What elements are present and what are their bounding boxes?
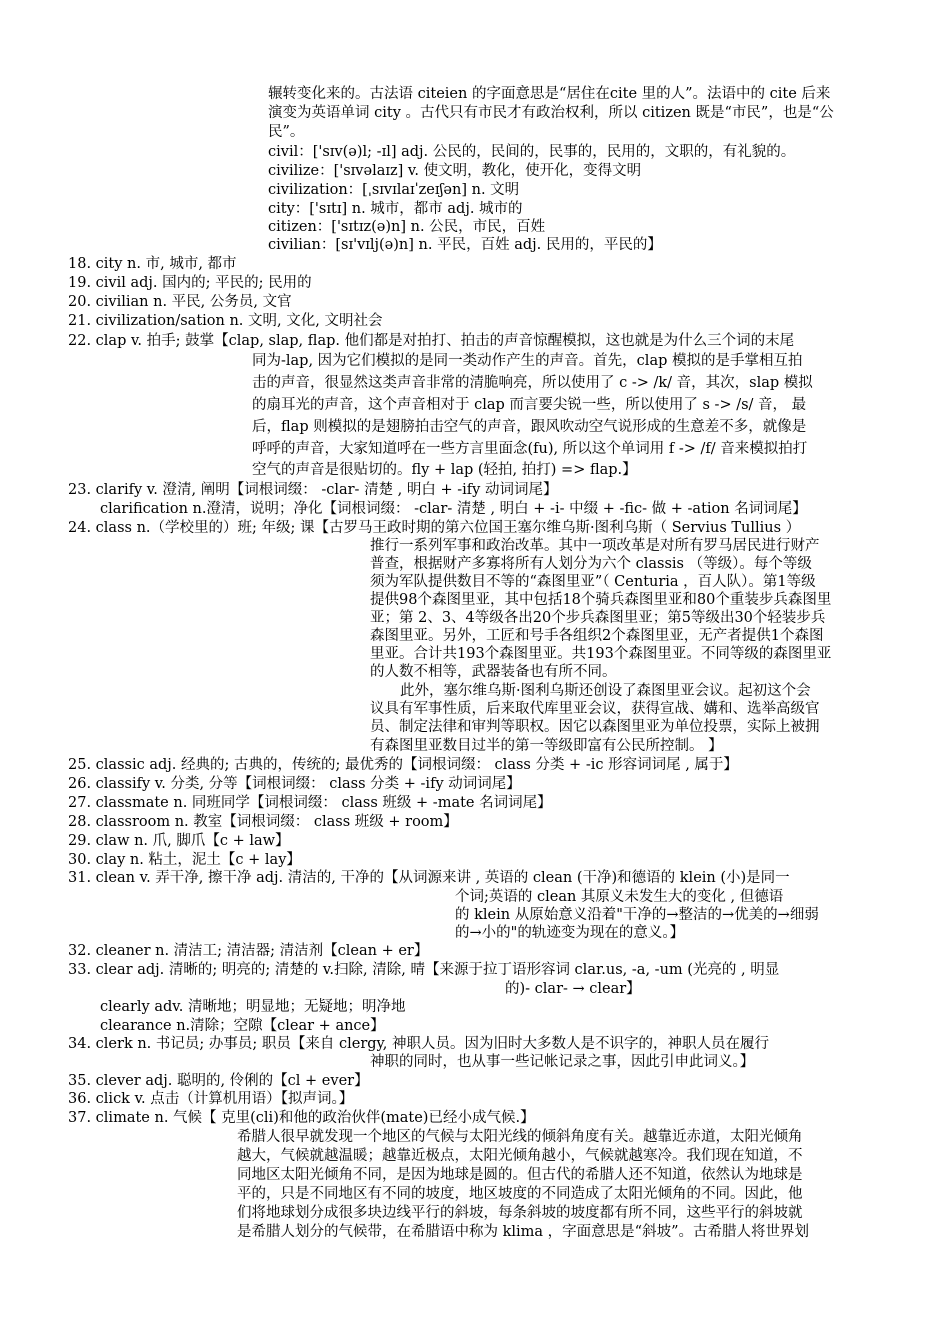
- text-line: 普查，根据财产多寡将所有人划分为六个 classis （等级）。每个等级: [370, 556, 812, 572]
- text-line: 越大，气候就越温暖；越靠近极点，太阳光倾角越小，气候就越寒冷。我们现在知道，不: [237, 1148, 803, 1164]
- text-line: 民”。: [268, 124, 305, 140]
- text-line: 25. classic adj. 经典的; 古典的，传统的; 最优秀的【词根词缀： class 分类 + -ic 形容词词尾 , 属于】: [68, 757, 738, 773]
- text-line: 37. climate n. 气候【 克里(cli)和他的政治伙伴(mate)已经小成气候.】: [68, 1110, 535, 1126]
- text-line: 神职的同时，也从事一些记帐记录之事，因此引申此词义。】: [370, 1054, 755, 1070]
- text-line: 30. clay n. 粘土，泥土【c + lay】: [68, 852, 301, 868]
- text-line: 希腊人很早就发现一个地区的气候与太阳光线的倾斜角度有关。越靠近赤道，太阳光倾角: [237, 1129, 803, 1145]
- text-line: 的)- clar- → clear】: [505, 981, 641, 997]
- text-line: 24. class n.（学校里的）班; 年级; 课【古罗马王政时期的第六位国王塞尔维乌斯·图利乌斯（ Servius Tullius ）: [68, 520, 801, 536]
- text-line: 23. clarify v. 澄清, 阐明【词根词缀： -clar- 清楚 , 明白 + -ify 动词词尾】: [68, 482, 558, 498]
- text-line: 33. clear adj. 清晰的; 明亮的; 清楚的 v.扫除, 清除, 晴【来源于拉丁语形容词 clar.us, -a, -um (光亮的 , 明显: [68, 962, 780, 978]
- text-line: civil：['sɪv(ə)l; -ɪl] adj. 公民的，民间的，民事的，民用的，文职的，有礼貌的。: [268, 144, 796, 160]
- text-line: 27. classmate n. 同班同学【词根词缀： class 班级 + -mate 名词词尾】: [68, 795, 552, 811]
- text-line: 同地区太阳光倾角不同，是因为地球是圆的。但古代的希腊人还不知道，依然认为地球是: [237, 1167, 803, 1183]
- text-line: 击的声音，很显然这类声音非常的清脆响亮，所以使用了 c -> /k/ 音，其次，slap 模拟: [252, 375, 813, 391]
- text-line: 26. classify v. 分类, 分等【词根词缀： class 分类 + -ify 动词词尾】: [68, 776, 521, 792]
- text-line: 34. clerk n. 书记员; 办事员; 职员【来自 clergy, 神职人员。因为旧时大多数人是不识字的，神职人员在履行: [68, 1036, 770, 1052]
- text-line: clearly adv. 清晰地；明显地；无疑地；明净地: [100, 999, 406, 1015]
- text-line: 推行一系列军事和政治改革。其中一项改革是对所有罗马居民进行财产: [370, 538, 820, 554]
- text-line: 平的，只是不同地区有不同的坡度，地区坡度的不同造成了太阳光倾角的不同。因此，他: [237, 1186, 803, 1202]
- text-line: clearance n.清除；空隙【clear + ance】: [100, 1018, 385, 1034]
- text-line: 31. clean v. 弄干净, 擦干净 adj. 清洁的, 干净的【从词源来讲 , 英语的 clean (干净)和德语的 klein (小)是同一: [68, 870, 790, 886]
- text-line: civilization：[ˌsɪvɪlaɪˈzeɪʃən] n. 文明: [268, 182, 520, 198]
- text-line: 的 klein 从原始意义沿着"干净的→整洁的→优美的→细弱: [455, 907, 819, 923]
- text-line: 呼呼的声音，大家知道呼在一些方言里面念(fu), 所以这个单词用 f -> /f/ 音来模拟拍打: [252, 441, 808, 457]
- text-line: 里亚。合计共193个森图里亚。共193个森图里亚。不同等级的森图里亚: [370, 646, 832, 662]
- text-line: 22. clap v. 拍手; 鼓掌【clap, slap, flap. 他们都是对拍打、拍击的声音惊醒模拟，这也就是为什么三个词的末尾: [68, 333, 795, 349]
- text-line: 的人数不相等，武器装备也有所不同。: [370, 664, 617, 680]
- text-line: 18. city n. 市, 城市, 都市: [68, 256, 237, 272]
- text-line: 员、制定法律和审判等职权。因它以森图里亚为单位投票，实际上被拥: [370, 719, 820, 735]
- text-line: 提供98个森图里亚，其中包括18个骑兵森图里亚和80个重装步兵森图里: [370, 592, 832, 608]
- text-line: 同为-lap, 因为它们模拟的是同一类动作产生的声音。首先，clap 模拟的是手掌相互拍: [252, 353, 803, 369]
- text-line: 此外，塞尔维乌斯·图利乌斯还创设了森图里亚会议。起初这个会: [400, 683, 811, 699]
- text-line: 亚；第 2、3、4等级各出20个步兵森图里亚；第5等级出30个轻装步兵: [370, 610, 826, 626]
- text-line: 有森图里亚数目过半的第一等级即富有公民所控制。 】: [370, 738, 723, 754]
- text-line: citizen：['sɪtɪz(ə)n] n. 公民，市民，百姓: [268, 219, 546, 235]
- text-line: city：['sɪtɪ] n. 城市，都市 adj. 城市的: [268, 201, 523, 217]
- text-line: civilize：['sɪvəlaɪz] v. 使文明，教化，使开化，变得文明: [268, 163, 642, 179]
- text-line: 的→小的"的轨迹变为现在的意义。】: [455, 925, 685, 941]
- text-line: 后，flap 则模拟的是翅膀拍击空气的声音，跟风吹动空气说形成的生意差不多，就像是: [252, 419, 807, 435]
- text-line: 森图里亚。另外，工匠和号手各组织2个森图里亚，无产者提供1个森图: [370, 628, 824, 644]
- text-line: clarification n.澄清，说明；净化【词根词缀： -clar- 清楚 , 明白 + -i- 中缀 + -fic- 做 + -ation 名词词尾】: [100, 501, 807, 517]
- text-line: civilian：[sɪ'vɪlj(ə)n] n. 平民，百姓 adj. 民用的，平民的】: [268, 237, 662, 253]
- text-line: 空气的声音是很贴切的。fly + lap (轻拍, 拍打) => flap.】: [252, 462, 637, 478]
- text-line: 辗转变化来的。古法语 citeien 的字面意思是“居住在cite 里的人”。法语中的 cite 后来: [268, 86, 831, 102]
- text-line: 19. civil adj. 国内的; 平民的; 民用的: [68, 275, 312, 291]
- text-line: 议具有军事性质，后来取代库里亚会议，获得宣战、媾和、选举高级官: [370, 701, 820, 717]
- text-line: 个词;英语的 clean 其原义未发生大的变化 , 但德语: [455, 889, 784, 905]
- text-line: 的扇耳光的声音，这个声音相对于 clap 而言要尖锐一些，所以使用了 s -> /s/ 音， 最: [252, 397, 807, 413]
- text-line: 演变为英语单词 city 。古代只有市民才有政治权利，所以 citizen 既是“市民”，也是“公: [268, 105, 834, 121]
- text-line: 32. cleaner n. 清洁工; 清洁器; 清洁剂【clean + er】: [68, 943, 429, 959]
- text-line: 29. claw n. 爪, 脚爪【c + law】: [68, 833, 290, 849]
- text-line: 是希腊人划分的气候带，在希腊语中称为 klima ，字面意思是“斜坡”。古希腊人将世界划: [237, 1224, 809, 1240]
- text-line: 须为军队提供数目不等的“森图里亚”（ Centuria ，百人队）。第1等级: [370, 574, 816, 590]
- text-line: 36. click v. 点击（计算机用语）【拟声词。】: [68, 1091, 354, 1107]
- text-line: 28. classroom n. 教室【词根词缀： class 班级 + room】: [68, 814, 458, 830]
- text-line: 们将地球划分成很多块边线平行的斜坡，每条斜坡的坡度都有所不同，这些平行的斜坡就: [237, 1205, 803, 1221]
- text-line: 35. clever adj. 聪明的, 伶俐的【cl + ever】: [68, 1073, 369, 1089]
- text-line: 21. civilization/sation n. 文明, 文化, 文明社会: [68, 313, 383, 329]
- text-line: 20. civilian n. 平民, 公务员, 文官: [68, 294, 292, 310]
